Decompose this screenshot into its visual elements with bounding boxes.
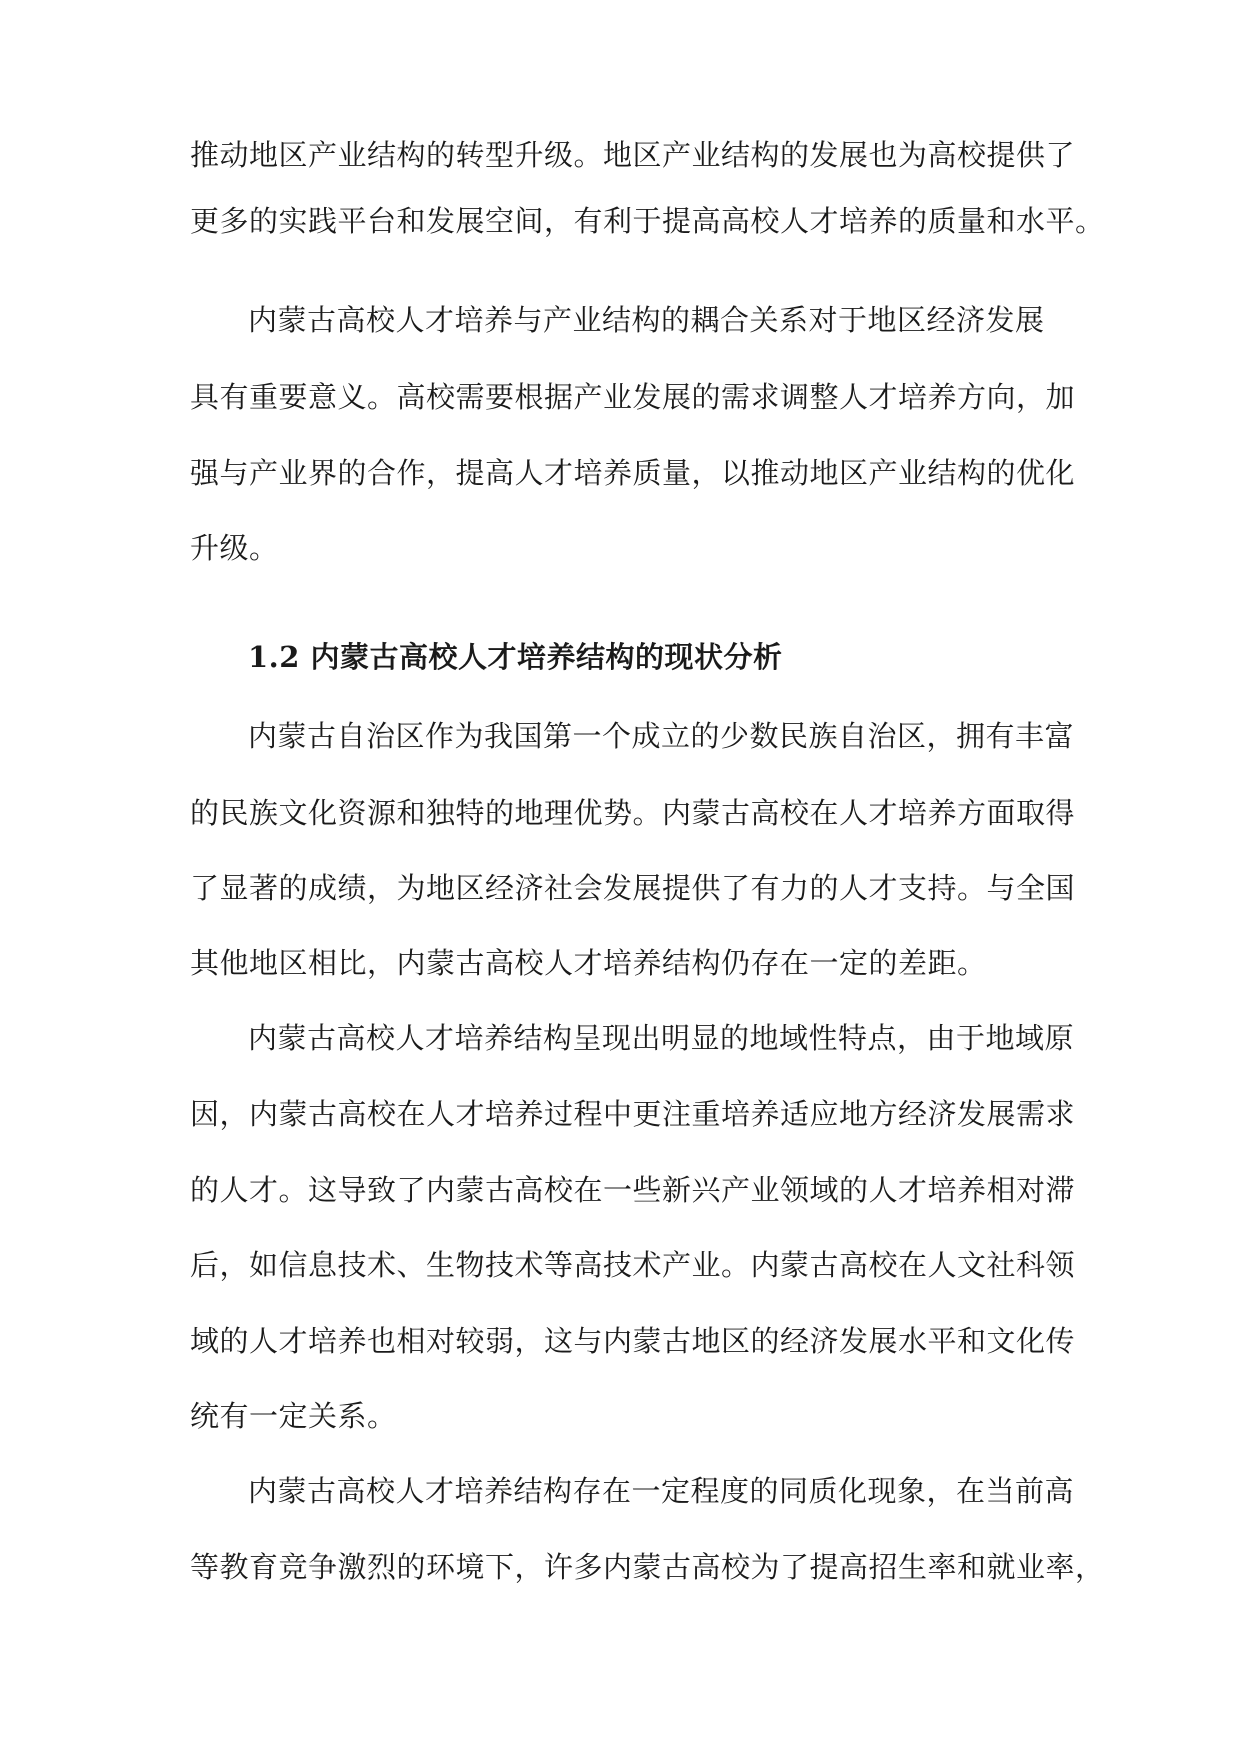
paragraph-2-line-2: 具有重要意义。高校需要根据产业发展的需求调整人才培养方向，加 xyxy=(190,380,1076,414)
paragraph-2-line-4: 升级。 xyxy=(190,531,279,565)
paragraph-3-line-2: 的民族文化资源和独特的地理优势。内蒙古高校在人才培养方面取得 xyxy=(190,796,1076,830)
paragraph-1-line-1: 推动地区产业结构的转型升级。地区产业结构的发展也为高校提供了 xyxy=(190,138,1076,172)
paragraph-5-line-2: 等教育竞争激烈的环境下，许多内蒙古高校为了提高招生率和就业率， xyxy=(190,1550,1105,1584)
paragraph-3-line-3: 了显著的成绩，为地区经济社会发展提供了有力的人才支持。与全国 xyxy=(190,871,1076,905)
paragraph-3-line-1: 内蒙古自治区作为我国第一个成立的少数民族自治区，拥有丰富 xyxy=(248,719,1075,753)
paragraph-4-line-4: 后，如信息技术、生物技术等高技术产业。内蒙古高校在人文社科领 xyxy=(190,1248,1076,1282)
paragraph-3-line-4: 其他地区相比，内蒙古高校人才培养结构仍存在一定的差距。 xyxy=(190,946,987,980)
paragraph-2-line-1: 内蒙古高校人才培养与产业结构的耦合关系对于地区经济发展 xyxy=(248,303,1045,337)
section-heading: 1.2 内蒙古高校人才培养结构的现状分析 xyxy=(248,640,783,674)
paragraph-4-line-6: 统有一定关系。 xyxy=(190,1399,397,1433)
paragraph-2-line-3: 强与产业界的合作，提高人才培养质量，以推动地区产业结构的优化 xyxy=(190,456,1076,490)
paragraph-4-line-5: 域的人才培养也相对较弱，这与内蒙古地区的经济发展水平和文化传 xyxy=(190,1324,1076,1358)
paragraph-5-line-1: 内蒙古高校人才培养结构存在一定程度的同质化现象，在当前高 xyxy=(248,1474,1075,1508)
paragraph-4-line-1: 内蒙古高校人才培养结构呈现出明显的地域性特点，由于地域原 xyxy=(248,1021,1075,1055)
paragraph-4-line-3: 的人才。这导致了内蒙古高校在一些新兴产业领域的人才培养相对滞 xyxy=(190,1173,1076,1207)
paragraph-1-line-2: 更多的实践平台和发展空间，有利于提高高校人才培养的质量和水平。 xyxy=(190,204,1105,238)
paragraph-4-line-2: 因，内蒙古高校在人才培养过程中更注重培养适应地方经济发展需求 xyxy=(190,1097,1076,1131)
